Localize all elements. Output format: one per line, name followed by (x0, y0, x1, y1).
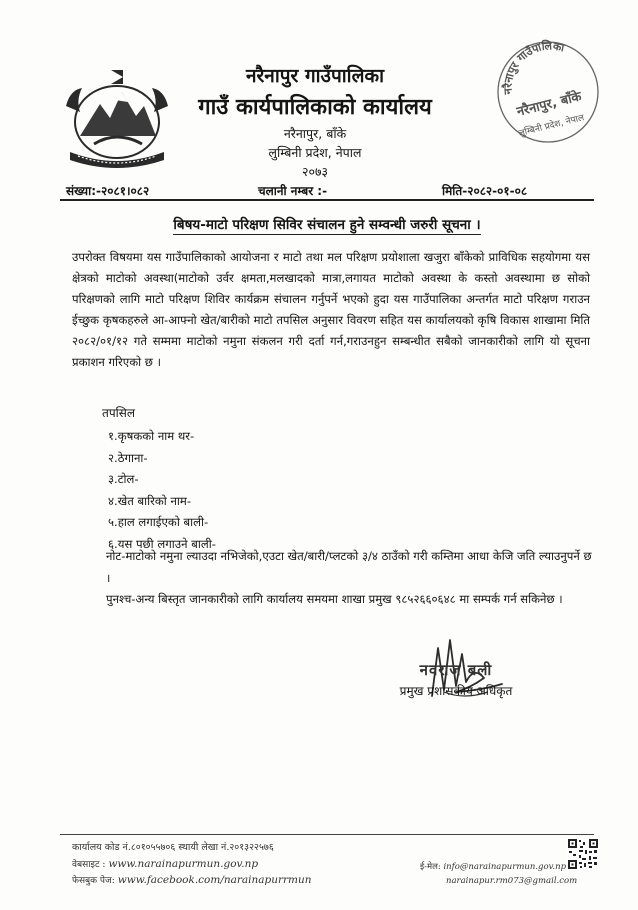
footer-contact-right (420, 860, 577, 888)
list-heading: तपसिल (102, 406, 136, 420)
email-label: ई-मेल: (420, 862, 441, 872)
subject-line (60, 214, 594, 233)
seal-province-text: लुम्बिनी प्रदेश, नेपाल (517, 113, 586, 140)
signatory-name: नवराज बली (419, 661, 493, 679)
list-item: २.ठेगाना- (108, 450, 148, 465)
notice-note (106, 546, 592, 611)
seal-address-text: नरैनापुर, बाँके (515, 89, 584, 120)
office-province: लुम्बिनी प्रदेश, नेपाल (268, 145, 362, 160)
signatory-block (376, 660, 536, 699)
established-year: २०७३ (301, 164, 328, 179)
footer-contact-left (72, 840, 312, 888)
subject-text: बिषय-माटो परिक्षण सिविर संचालन हुने सम्वन्धी जरुरी सूचना । (173, 217, 481, 233)
note-text: नोट-माटोको नमुना ल्याउदा नभिजेको,एउटा खेत/बारी/प्लटको ३/४ ठाउँको गरी कम्तिमा आधा केजि जति ल्याउनुपर्ने छ । (106, 549, 592, 585)
qr-code-icon (567, 838, 599, 870)
list-item: १.कृषकको नाम थर- (108, 429, 195, 443)
dispatch-number: चलानी नम्बर :- (258, 184, 328, 198)
required-fields-list (108, 426, 216, 555)
list-item: ६.यस पछी लगाउने बाली- (108, 536, 216, 551)
contact-text: पुनश्च-अन्य बिस्तृत जानकारीको लागि कार्यालय समयमा शाखा प्रमुख ९८५२६६०६४८ मा सम्पर्क गर्न सकिनेछ । (106, 592, 563, 606)
footer-divider (60, 834, 594, 835)
list-item: ४.खेत बारिको नाम- (108, 493, 192, 508)
organization-name: नरैनापुर गाउँपालिका (245, 65, 385, 87)
website-link[interactable]: www.narainapurmun.gov.np (108, 858, 259, 870)
seal-arc-text: नरैनापुर गाउँपालिका (501, 39, 566, 95)
office-code: कार्यालय कोड नं.८०१०५५७०६ स्थायी लेखा नं.२०१३२२५७६ (72, 842, 274, 853)
header-divider (60, 199, 594, 201)
reference-row (60, 182, 592, 199)
office-seal-stamp-icon (492, 34, 604, 146)
signatory-title: प्रमुख प्रशासकीय अधिकृत (399, 684, 513, 698)
svg-text:नरैनापुर गाउँपालिका (500, 38, 566, 96)
list-item: ५.हाल लगाईएको बाली- (108, 515, 209, 529)
office-name: गाउँ कार्यपालिकाको कार्यालय (198, 95, 432, 120)
facebook-link[interactable]: www.facebook.com/narainapurrmun (117, 874, 312, 886)
office-address: नरैनापुर, बाँके (283, 126, 347, 141)
notice-body: उपरोक्त विषयमा यस गाउँपालिकाको आयोजना र माटो तथा मल परिक्षण प्रयोशाला खजुरा बाँकेको प्राविधिक सहयोगमा यस क्षेत्रको माटोको अवस्था(माटोको उर्वर क्षमता,मलखादको मात्रा,लगायत माटोको अवस्था के कस्तो अवस्थामा छ सोको परिक्षणको लागि माटो परिक्षण शिविर कार्यक्रम संचालन गर्नुपर्ने भएको हुदा यस गाउँपालिका अन्तर्गत माटो परिक्षण गराउन ईच्छुक कृषकहरुले आ-आफ्नो खेत/बारीको माटो तपसिल अनुसार विवरण सहित यस कार्यालयको कृषि विकास शाखामा मिति २०८२/०१/१२ गते सम्ममा माटोको नमुना संकलन गरी दर्ता गर्न,गराउनहुन सम्बन्धीत सबैको जानकारीको लागि यो सूचना प्रकाशन गरिएको छ । (72, 250, 590, 369)
facebook-label: फेसबुक पेज: (72, 876, 115, 886)
notice-date: मिति-२०८२-०१-०८ (442, 184, 528, 198)
serial-number: संख्या:-२०८१।०८२ (66, 184, 150, 198)
website-label: वेबसाइट : (72, 860, 106, 870)
email-link-primary[interactable]: info@narainapurmun.gov.np (443, 862, 567, 872)
email-link-secondary[interactable]: narainapur.rm073@gmail.com (446, 876, 578, 886)
list-item: ३.टोल- (108, 472, 139, 486)
